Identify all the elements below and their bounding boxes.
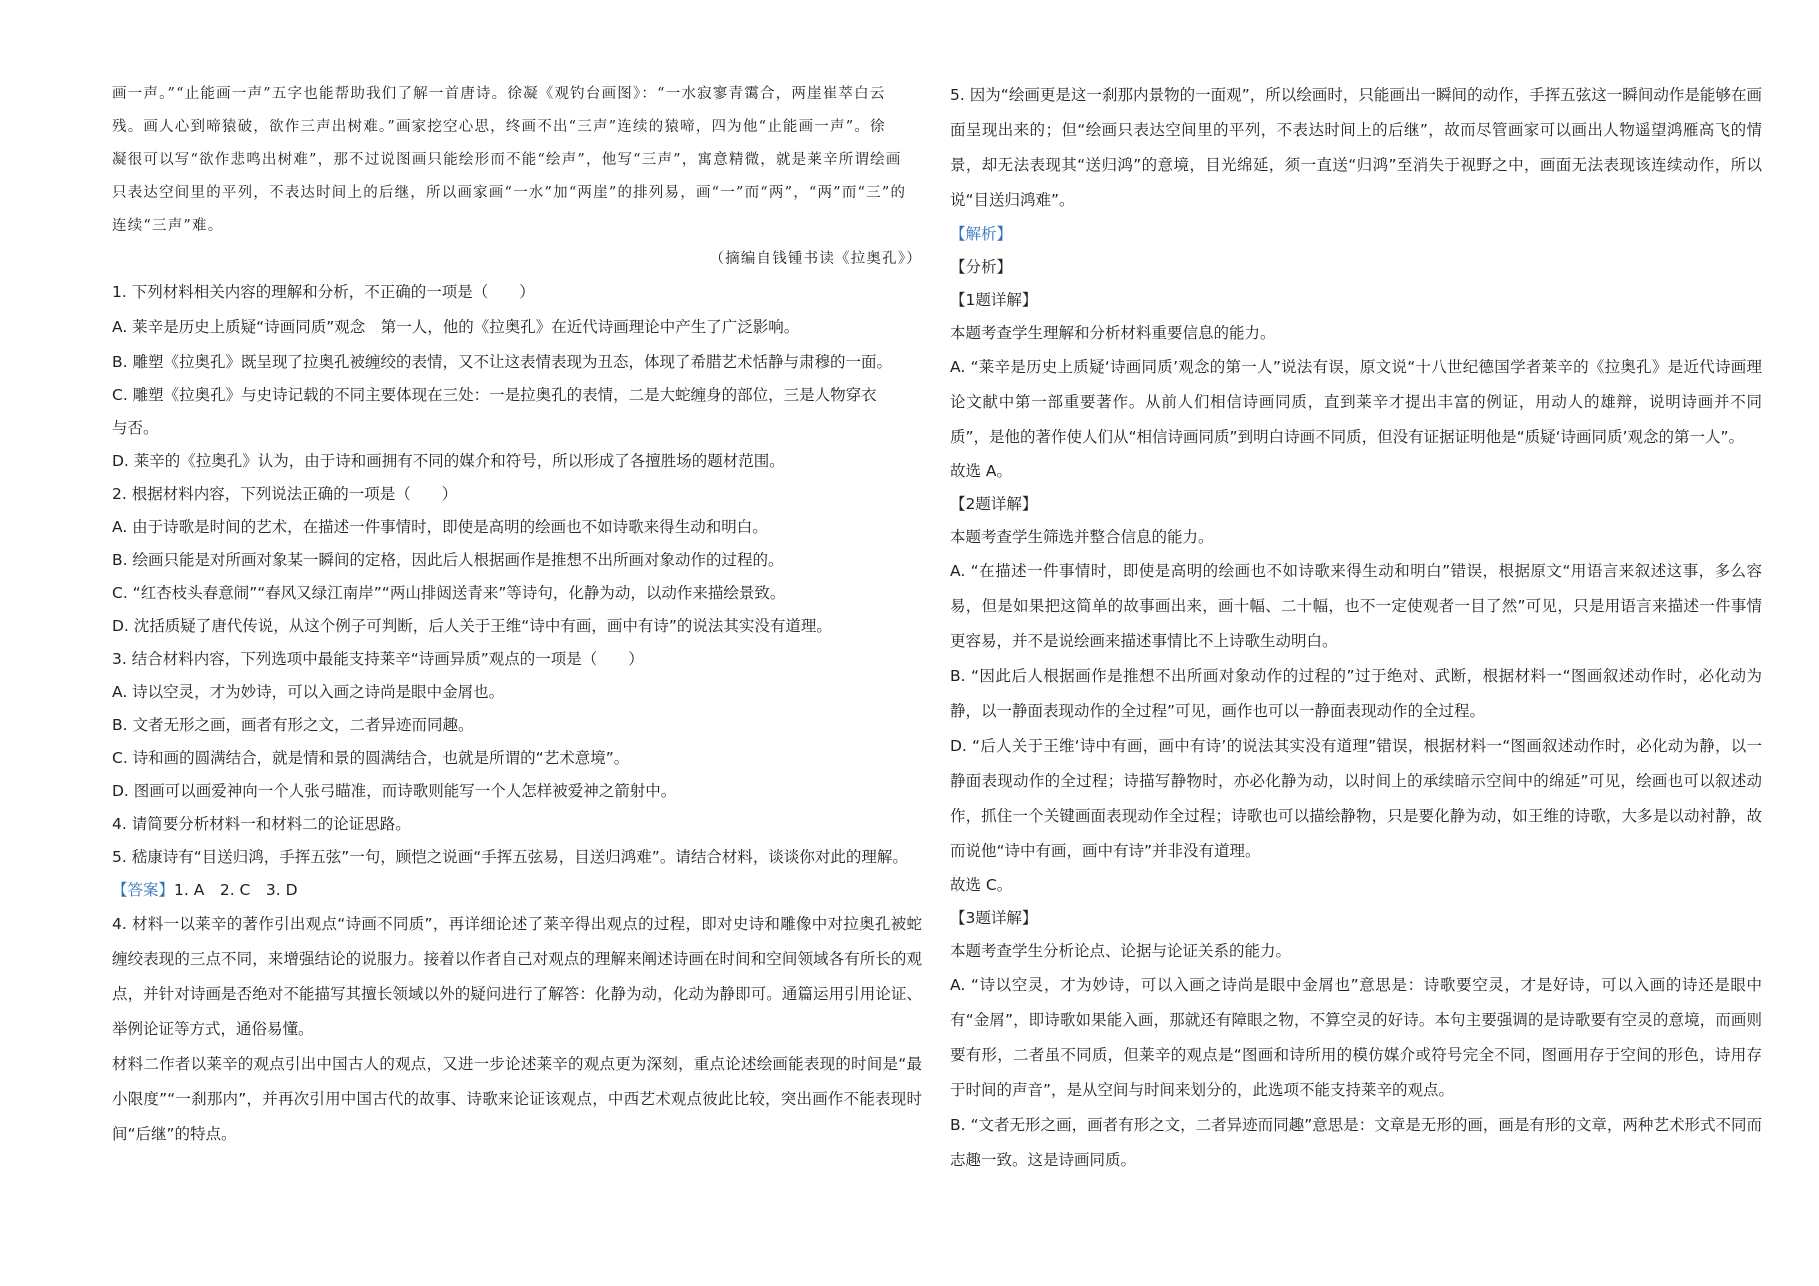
q3-heading: 【3题详解】: [950, 909, 1038, 927]
passage-line: 画一声。”“止能画一声”五字也能帮助我们了解一首唐诗。徐凝《观钓台画图》：“一水寂寥青霭合，两崖崔萃白云: [112, 86, 886, 102]
question-option: B. 文者无形之画，画者有形之文，二者异迹而同趣。: [112, 716, 474, 734]
passage-line: 残。画人心到啼猿破，欲作三声出树难。”画家挖空心思，终画不出“三声”连续的猿啼，四为他“止能画一声”。徐: [112, 119, 886, 135]
q3-option-a: A. “诗以空灵，才为妙诗，可以入画之诗尚是眼中金屑也”意思是：诗歌要空灵，才是好诗，可以入画的诗还是眼中有“金屑”，即诗歌如果能入画，那就还有障眼之物，不算空灵的好诗。本句主要强调的是诗歌要有空灵的意境，而画则要有形，二者虽不同质，但莱辛的观点是“图画和诗所用的模仿媒介或符号完全不同，图画用存于空间的形色，诗用存于时间的声音”，是从空间与时间来划分的，此选项不能支持莱辛的观点。: [950, 976, 1762, 1099]
passage-line: 只表达空间里的平列，不表达时间上的后继，所以画家画“一水”加“两崖”的排列易，画“一”而“两”，“两”而“三”的: [112, 185, 907, 201]
passage-line: 连续“三声”难。: [112, 218, 224, 234]
question-item: 1. 下列材料相关内容的理解和分析，不正确的一项是（ ）: [112, 283, 535, 301]
left-column: [112, 78, 922, 1152]
q1-option-a: A. “莱辛是历史上质疑‘诗画同质’观念的第一人”说法有误，原文说“十八世纪德国学者莱辛的《拉奥孔》是近代诗画理论文献中第一部重要著作。从前人们相信诗画同质，直到莱辛才提出丰富的例证，用动人的雄辩，说明诗画并不同质”，是他的著作使人们从“相信诗画同质”到明白诗画不同质，但没有证据证明他是“质疑‘诗画同质’观念的第一人”。: [950, 358, 1762, 446]
question-item: 3. 结合材料内容，下列选项中最能支持莱辛“诗画异质”观点的一项是（ ）: [112, 650, 644, 668]
question-item: 4. 请简要分析材料一和材料二的论证思路。: [112, 815, 411, 833]
question-item: 2. 根据材料内容，下列说法正确的一项是（ ）: [112, 485, 458, 503]
q2-heading: 【2题详解】: [950, 495, 1038, 513]
question-option: A. 莱辛是历史上质疑“诗画同质”观念 第一人，他的《拉奥孔》在近代诗画理论中产生了广泛影响。: [112, 318, 800, 336]
question-item: 5. 嵇康诗有“目送归鸿，手挥五弦”一句，顾恺之说画“手挥五弦易，目送归鸿难”。请结合材料，谈谈你对此的理解。: [112, 848, 908, 866]
answer-text: 1. A 2. C 3. D: [174, 881, 298, 899]
q2-option-d: D. “后人关于王维‘诗中有画，画中有诗’的说法其实没有道理”错误，根据材料一“图画叙述动作时，必化动为静，以一静面表现动作的全过程；诗描写静物时，亦必化静为动，以时间上的承续暗示空间中的绵延”可见，绘画也可以叙述动作，抓住一个关键画面表现动作全过程；诗歌也可以描绘静物，只是要化静为动，如王维的诗歌，大多是以动衬静，故而说他“诗中有画，画中有诗”并非没有道理。: [950, 737, 1762, 860]
answer-line: [112, 874, 922, 907]
answer-tag: 【答案】: [112, 881, 175, 899]
passage: [112, 78, 922, 243]
q3-option-b: B. “文者无形之画，画者有形之文，二者异迹而同趣”意思是：文章是无形的画，画是有形的文章，两种艺术形式不同而志趣一致。这是诗画同质。: [950, 1116, 1762, 1169]
question-option: A. 诗以空灵，才为妙诗，可以入画之诗尚是眼中金屑也。: [112, 683, 505, 701]
question-option: B. 雕塑《拉奥孔》既呈现了拉奥孔被缠绞的表情，又不让这表情表现为丑态，体现了希腊艺术恬静与肃穆的一面。: [112, 353, 892, 371]
answer-4: 4. 材料一以莱辛的著作引出观点“诗画不同质”，再详细论述了莱辛得出观点的过程，即对史诗和雕像中对拉奥孔被蛇缠绞表现的三点不同，来增强结论的说服力。接着以作者自己对观点的理解来阐述诗画在时间和空间领域各有所长的观点，并针对诗画是否绝对不能描写其擅长领域以外的疑问进行了解答：化静为动，化动为静即可。通篇运用引用论证、举例论证等方式，通俗易懂。: [112, 915, 922, 1038]
right-column: [950, 78, 1762, 1178]
question-option: C. 诗和画的圆满结合，就是情和景的圆满结合，也就是所谓的“艺术意境”。: [112, 749, 630, 767]
analysis-heading: 【分析】: [950, 258, 1013, 276]
source-citation: （摘编自钱锺书读《拉奥孔》）: [709, 251, 922, 267]
passage-line: 凝很可以写“欲作悲鸣出树难”，那不过说图画只能绘形而不能“绘声”，他写“三声”，寓意精微，就是莱辛所谓绘画: [112, 152, 902, 168]
question-option: C. “红杏枝头春意闹”“春风又绿江南岸”“两山排闼送青来”等诗句，化静为动，以动作来描绘景致。: [112, 584, 786, 602]
q2-option-b: B. “因此后人根据画作是推想不出所画对象动作的过程的”过于绝对、武断，根据材料一“图画叙述动作时，必化动为静，以一静面表现动作的全过程”可见，画作也可以一静面表现动作的全过程。: [950, 667, 1762, 720]
q1-intro: 本题考查学生理解和分析材料重要信息的能力。: [950, 324, 1276, 342]
q2-intro: 本题考查学生筛选并整合信息的能力。: [950, 528, 1214, 546]
answer-4b: 材料二作者以莱辛的观点引出中国古人的观点，又进一步论述莱辛的观点更为深刻，重点论述绘画能表现的时间是“最小限度”“一刹那内”，并再次引用中国古代的故事、诗歌来论证该观点，中西艺术观点彼此比较，突出画作不能表现时间“后继”的特点。: [112, 1055, 922, 1143]
question-option: D. 图画可以画爱神向一个人张弓瞄准，而诗歌则能写一个人怎样被爱神之箭射中。: [112, 782, 677, 800]
question-option: A. 由于诗歌是时间的艺术，在描述一件事情时，即使是高明的绘画也不如诗歌来得生动和明白。: [112, 518, 768, 536]
q1-heading: 【1题详解】: [950, 291, 1038, 309]
q2-choice: 故选 C。: [950, 876, 1013, 894]
answer-5: 5. 因为“绘画更是这一刹那内景物的一面观”，所以绘画时，只能画出一瞬间的动作，手挥五弦这一瞬间动作是能够在画面呈现出来的；但“绘画只表达空间里的平列，不表达时间上的后继”，故而尽管画家可以画出人物遥望鸿雁高飞的情景，却无法表现其“送归鸿”的意境，目光绵延，须一直送“归鸿”至消失于视野之中，画面无法表现该连续动作，所以说“目送归鸿难”。: [950, 86, 1762, 209]
question-option: B. 绘画只能是对所画对象某一瞬间的定格，因此后人根据画作是推想不出所画对象动作的过程的。: [112, 551, 784, 569]
question-option: C. 雕塑《拉奥孔》与史诗记载的不同主要体现在三处：一是拉奥孔的表情，二是大蛇缠身的部位，三是人物穿衣: [112, 386, 877, 404]
question-option: 与否。: [112, 419, 159, 437]
question-option: D. 沈括质疑了唐代传说，从这个例子可判断，后人关于王维“诗中有画，画中有诗”的说法其实没有道理。: [112, 617, 832, 635]
analysis-tag: 【解析】: [950, 225, 1013, 243]
q3-intro: 本题考查学生分析论点、论据与论证关系的能力。: [950, 942, 1292, 960]
question-option: D. 莱辛的《拉奥孔》认为，由于诗和画拥有不同的媒介和符号，所以形成了各擅胜场的题材范围。: [112, 452, 785, 470]
q2-option-a: A. “在描述一件事情时，即使是高明的绘画也不如诗歌来得生动和明白”错误，根据原文“用语言来叙述这事，多么容易，但是如果把这简单的故事画出来，画十幅、二十幅，也不一定使观者一目了然”可见，只是用语言来描述一件事情更容易，并不是说绘画来描述事情比不上诗歌生动明白。: [950, 562, 1762, 650]
q1-choice: 故选 A。: [950, 462, 1013, 480]
questions: [112, 276, 922, 874]
